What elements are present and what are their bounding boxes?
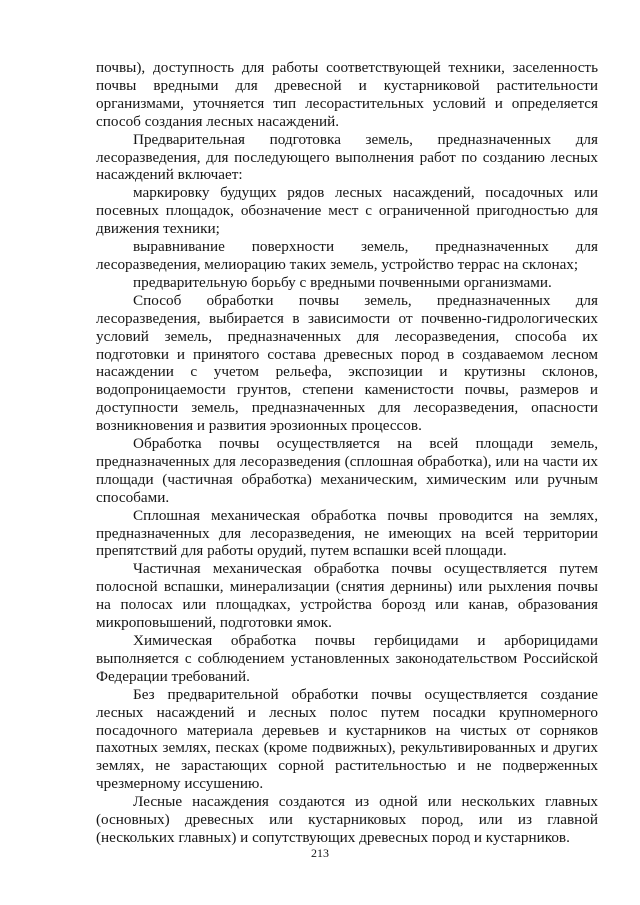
list-item-marking: маркировку будущих рядов лесных насаждений, посадочных или посевных площадок, обозначение мест с ограниченной пригодностью для движения техники; bbox=[96, 184, 598, 238]
list-item-pest-control: предварительную борьбу с вредными почвенными организмами. bbox=[133, 273, 552, 291]
paragraph-continuous-tillage: Сплошная механическая обработка почвы проводится на землях, предназначенных для лесоразведения, не имеющих на всей территории препятствий для работы орудий, путем вспашки всей площади. bbox=[96, 506, 598, 560]
paragraph-tillage-method: Способ обработки почвы земель, предназначенных для лесоразведения, выбирается в зависимости от почвенно-гидрологических условий земель, предназначенных для лесоразведения, способа их подготовки и принятого состава древесных пород в создаваемом лесном насаждении с учетом рельефа, экспозиции и крутизны склонов, водопроницаемости грунтов, степени каменистости почвы, размеров и доступности земель, предназначенных для лесоразведения, опасности возникновения и развития эрозионных процессов. bbox=[96, 291, 598, 435]
paragraph-forest-composition: Лесные насаждения создаются из одной или нескольких главных (основных) древесных или кустарниковых пород, или из главной (нескольких главных) и сопутствующих древесных пород и кустарников. bbox=[96, 793, 598, 846]
paragraph-no-tillage: Без предварительной обработки почвы осуществляется создание лесных насаждений и лесных полос путем посадки крупномерного посадочного материала деревьев и кустарников на чистых от сорняков пахотных землях, песках (кроме подвижных), рекультивированных и других землях, не зарастающих сорной растительностью и не подверженных чрезмерному иссушению. bbox=[96, 685, 598, 793]
paragraph-partial-tillage: Частичная механическая обработка почвы осуществляется путем полосной вспашки, минерализации (снятия дернины) или рыхления почвы на полосах или площадках, устройства борозд или канав, образования микроповышений, подготовки ямок. bbox=[96, 560, 598, 632]
page-number: 213 bbox=[311, 846, 329, 860]
body-text bbox=[96, 59, 598, 847]
paragraph-preparation-intro: Предварительная подготовка земель, предназначенных для лесоразведения, для последующего выполнения работ по созданию лесных насаждений включает: bbox=[96, 130, 598, 184]
paragraph-tillage-types: Обработка почвы осуществляется на всей площади земель, предназначенных для лесоразведения (сплошная обработка), или на части их площади (частичная обработка) механическим, химическим или ручным способами. bbox=[96, 435, 598, 506]
list-item-leveling: выравнивание поверхности земель, предназначенных для лесоразведения, мелиорацию таких земель, устройство террас на склонах; bbox=[96, 238, 598, 273]
paragraph-chemical-treatment: Химическая обработка почвы гербицидами и арборицидами выполняется с соблюдением установленных законодательством Российской Федерации требований. bbox=[96, 632, 598, 685]
paragraph-continuation: почвы), доступность для работы соответствующей техники, заселенность почвы вредными для древесной и кустарниковой растительности организмами, уточняется тип лесорастительных условий и определяется способ создания лесных насаждений. bbox=[96, 59, 598, 130]
